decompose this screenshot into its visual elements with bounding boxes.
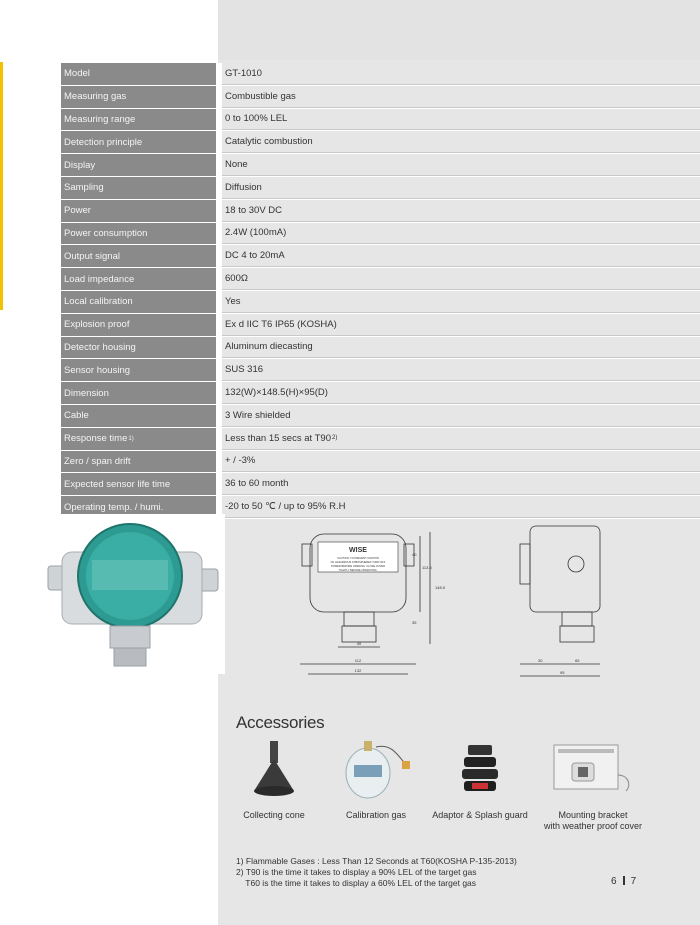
spec-row [61,337,700,360]
spec-label: Output signal [61,245,222,267]
bracket-icon [548,735,638,801]
spec-row [61,86,700,109]
spec-value: SUS 316 [222,359,700,381]
product-photo [40,514,225,674]
spec-value: 0 to 100% LEL [222,109,700,131]
spec-label: Sensor housing [61,359,222,381]
spec-label: Power consumption [61,223,222,245]
spec-row [61,154,700,177]
spec-value: Aluminum diecasting [222,337,700,359]
spec-label: Zero / span drift [61,451,222,473]
svg-text:95: 95 [560,670,565,675]
svg-text:132: 132 [354,668,362,673]
svg-text:OF HAZARDOUS ATMOSPHERES TURN: OF HAZARDOUS ATMOSPHERES TURN OFF [330,561,386,564]
spec-row [61,245,700,268]
svg-text:65: 65 [575,658,580,663]
spec-label: Sampling [61,177,222,199]
svg-text:112: 112 [354,658,362,663]
svg-text:40: 40 [356,641,362,646]
front-dimension-drawing [290,514,450,684]
spec-value: Diffusion [222,177,700,199]
header-strip [218,0,700,60]
spec-row [61,177,700,200]
spec-label: Power [61,200,222,222]
spec-row [61,314,700,337]
spec-value: + / -3% [222,451,700,473]
spec-row [61,428,700,451]
svg-text:30: 30 [538,658,543,663]
accessories-title: Accessories [236,713,325,732]
spec-label: Measuring gas [61,86,222,108]
accessory-adaptor-splash-guard: Adaptor & Splash guard [430,735,530,821]
accent-bar [0,62,3,310]
footnotes [236,856,517,889]
spec-row [61,200,700,223]
spec-row [61,291,700,314]
svg-text:148.5: 148.5 [435,585,446,590]
spec-value: 132(W)×148.5(H)×95(D) [222,382,700,404]
spec-label: Dimension [61,382,222,404]
spec-value: -20 to 50 ℃ / up to 95% R.H [222,496,700,518]
svg-text:POWER BEFORE OPENING. CLOSE CO: POWER BEFORE OPENING. CLOSE COVER [330,565,386,568]
spec-row [61,473,700,496]
spec-label: Local calibration [61,291,222,313]
spec-value: None [222,154,700,176]
spec-label: Expected sensor life time [61,473,222,495]
spec-label: Explosion proof [61,314,222,336]
spec-label: Detection principle [61,131,222,153]
svg-text:113.5: 113.5 [422,565,432,570]
spec-row [61,451,700,474]
spec-value: 600Ω [222,268,700,290]
svg-text:CAUTION: TO PREVENT IGNITION: CAUTION: TO PREVENT IGNITION [337,557,379,560]
spec-label: Model [61,63,222,85]
footnote-3: T60 is the time it takes to display a 60% LEL of the target gas [236,878,477,888]
spec-label: Response time 1) [61,428,222,450]
spec-label: Cable [61,405,222,427]
cone-icon [244,735,304,801]
spec-value: 36 to 60 month [222,473,700,495]
spec-row [61,359,700,382]
spec-row [61,223,700,246]
footnote-1: 1) Flammable Gases : Less Than 12 Seconds at T60(KOSHA P-135-2013) [236,856,517,866]
spec-value: Yes [222,291,700,313]
spec-value: Less than 15 secs at T90 2) [222,428,700,450]
spec-value: 18 to 30V DC [222,200,700,222]
spec-value: DC 4 to 20mA [222,245,700,267]
svg-text:35: 35 [412,620,417,625]
spec-value: Combustible gas [222,86,700,108]
spec-value: 3 Wire shielded [222,405,700,427]
drawing-brand: WISE [349,547,367,554]
spec-value: Ex d IIC T6 IP65 (KOSHA) [222,314,700,336]
accessory-collecting-cone: Collecting cone [236,735,312,821]
splash-guard-icon [450,735,510,801]
spec-label: Load impedance [61,268,222,290]
accessory-mounting-bracket: Mounting bracket with weather proof cover [538,735,648,832]
spec-row [61,63,700,86]
spec-value: GT-1010 [222,63,700,85]
side-dimension-drawing [500,514,610,684]
spec-label: Measuring range [61,109,222,131]
spec-label: Display [61,154,222,176]
spec-row [61,131,700,154]
page-number: 6 7 [611,876,637,887]
svg-text:40: 40 [412,552,417,557]
spec-label: Detector housing [61,337,222,359]
spec-label: Operating temp. / humi. [61,496,222,518]
gas-cylinder-icon [336,735,416,801]
spec-value: 2.4W (100mA) [222,223,700,245]
spec-row [61,268,700,291]
svg-text:TIGHTLY BEFORE OPERATING.: TIGHTLY BEFORE OPERATING. [338,569,378,572]
spec-row [61,382,700,405]
footnote-2: 2) T90 is the time it takes to display a 90% LEL of the target gas [236,867,477,877]
spec-value: Catalytic combustion [222,131,700,153]
spec-row [61,109,700,132]
page-separator [623,876,625,885]
spec-row [61,405,700,428]
accessory-calibration-gas: Calibration gas [336,735,416,821]
spec-table [61,63,700,519]
